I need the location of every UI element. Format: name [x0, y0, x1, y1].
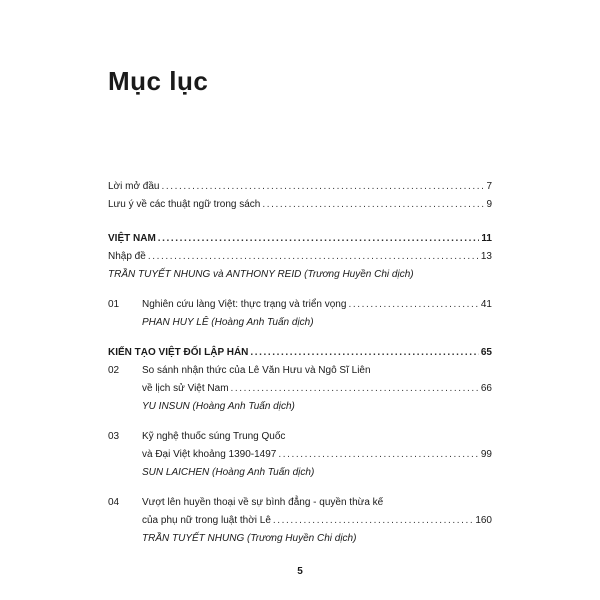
toc-entry-nhap-de	[108, 250, 492, 268]
toc-entry-label: Lưu ý về các thuật ngữ trong sách	[108, 199, 261, 210]
page-number: 5	[297, 566, 303, 577]
toc-entry-luu-y	[108, 198, 492, 216]
toc-entry-author: TRẦN TUYẾT NHUNG và ANTHONY REID (Trương Huyền Chi dịch)	[108, 269, 414, 280]
leader-dots	[148, 250, 479, 263]
chapter-author: YU INSUN (Hoàng Anh Tuấn dịch)	[142, 401, 295, 412]
chapter-title-cont: về lịch sử Việt Nam	[142, 383, 229, 394]
toc-chapter-01	[108, 298, 492, 334]
chapter-author: TRẦN TUYẾT NHUNG (Trương Huyền Chi dịch)	[142, 533, 357, 544]
toc-chapter-02	[108, 364, 492, 418]
toc-entry-page: 9	[486, 199, 492, 210]
leader-dots	[158, 232, 480, 245]
toc-entry-page: 160	[475, 515, 492, 526]
toc-entry-page: 11	[481, 233, 492, 244]
leader-dots	[231, 382, 479, 395]
toc-entry-page: 7	[486, 181, 492, 192]
leader-dots	[348, 298, 478, 311]
chapter-author: SUN LAICHEN (Hoàng Anh Tuấn dịch)	[142, 467, 315, 478]
toc-chapter-03	[108, 430, 492, 484]
toc-entry-page: 41	[480, 299, 492, 310]
chapter-title-cont: của phụ nữ trong luật thời Lê	[142, 515, 271, 526]
chapter-title: Vượt lên huyền thoại về sự bình đẳng - quyền thừa kế	[142, 497, 384, 508]
toc-chapter-04	[108, 496, 492, 550]
toc-entry-label: Nhập đề	[108, 251, 146, 262]
chapter-title: So sánh nhận thức của Lê Văn Hưu và Ngô Sĩ Liên	[142, 365, 371, 376]
toc-entry-page: 13	[480, 251, 492, 262]
leader-dots	[273, 514, 473, 527]
leader-dots	[262, 198, 484, 211]
toc-section-label: VIỆT NAM	[108, 233, 156, 244]
toc-entry-page: 66	[480, 383, 492, 394]
leader-dots	[161, 180, 484, 193]
chapter-title-cont: và Đại Việt khoảng 1390-1497	[142, 449, 277, 460]
page-title: Mục lục	[108, 66, 209, 96]
table-of-contents	[108, 180, 492, 550]
toc-section-viet-nam	[108, 232, 492, 250]
chapter-number: 04	[108, 497, 120, 508]
toc-entry-page: 99	[480, 449, 492, 460]
chapter-author: PHAN HUY LÊ (Hoàng Anh Tuấn dịch)	[142, 317, 314, 328]
leader-dots	[278, 448, 479, 461]
toc-section-label: KIẾN TẠO VIỆT ĐỐI LẬP HÁN	[108, 347, 249, 358]
toc-section-kien-tao	[108, 346, 492, 364]
chapter-number: 01	[108, 299, 120, 310]
chapter-number: 03	[108, 431, 120, 442]
toc-entry-page: 65	[480, 347, 492, 358]
chapter-title: Kỹ nghệ thuốc súng Trung Quốc	[142, 431, 286, 442]
chapter-title: Nghiên cứu làng Việt: thực trạng và triển vọng	[142, 299, 347, 310]
toc-entry-loi-mo-dau	[108, 180, 492, 198]
chapter-number: 02	[108, 365, 120, 376]
toc-entry-label: Lời mở đầu	[108, 181, 160, 192]
leader-dots	[250, 346, 478, 359]
